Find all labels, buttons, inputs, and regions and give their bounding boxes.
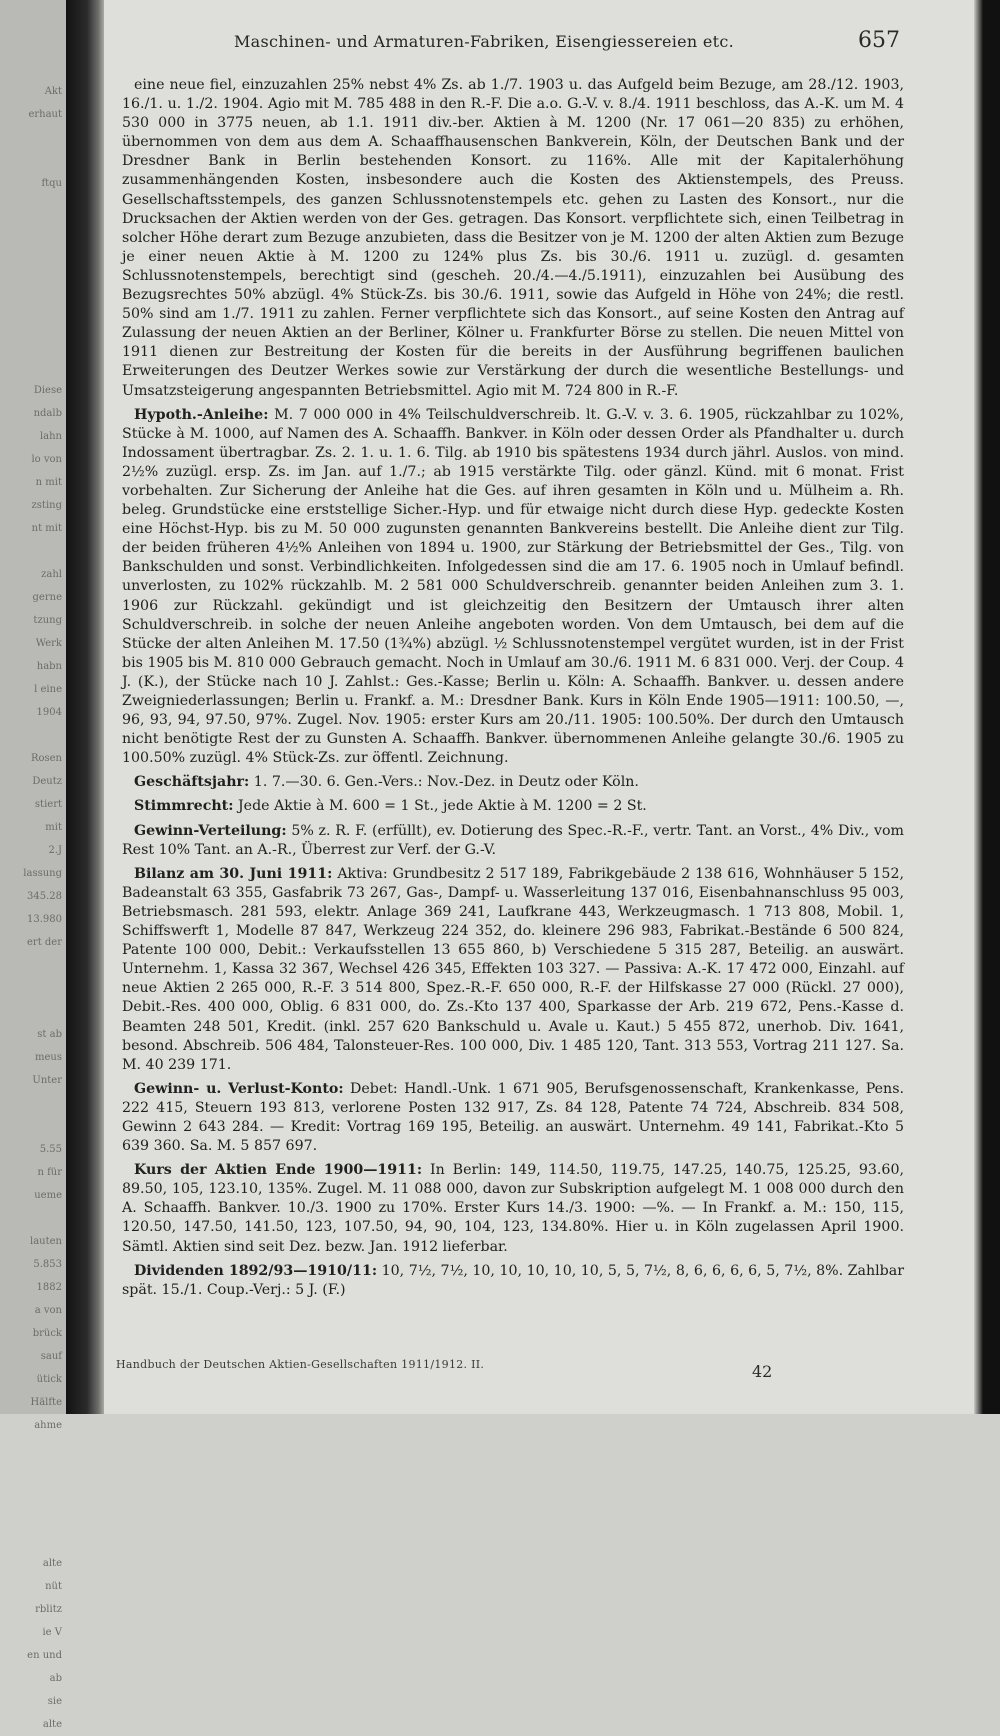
margin-fragment xyxy=(0,149,66,172)
margin-fragment: 13.980 xyxy=(27,914,62,925)
margin-fragment: tzung xyxy=(33,615,62,626)
paragraph-label: Kurs der Aktien Ende 1900—1911: xyxy=(134,1162,423,1179)
margin-fragment: Akt xyxy=(44,86,62,97)
margin-fragment xyxy=(0,1207,66,1230)
margin-fragment xyxy=(0,1000,66,1023)
margin-fragment: 345.28 xyxy=(27,891,62,902)
page-footer: Handbuch der Deutschen Aktien-Gesellschaften 1911/1912. II. xyxy=(116,1358,485,1371)
margin-fragment: a von xyxy=(34,1305,62,1316)
paragraph-dividends xyxy=(122,1262,904,1300)
margin-fragment: st ab xyxy=(37,1029,62,1040)
previous-page-margin xyxy=(0,80,66,1730)
paragraph-text: In Berlin: 149, 114.50, 119.75, 147.25, 140.75, 125.25, 93.60, 89.50, 105, 123.10, 135%. Zugel. M. 11 088 000, davon zur Subskription aufgelegt M. 1 008 000 durch den A. Schaaffh. Bankver. 10./3. 1900 zu 170%. Erster Kurs 14./3. 1900: —%. — In Frankf. a. M.: 150, 115, 120.50, 147.50, 141.50, 123, 107.50, 94, 90, 104, 123, 134.80%. Hier u. in Köln zugelassen April 1900. Sämtl. Aktien sind seit Dez. bezw. Jan. 1912 lieferbar. xyxy=(122,1162,904,1255)
paragraph-label: Gewinn- u. Verlust-Konto: xyxy=(134,1080,344,1097)
margin-fragment: 5.853 xyxy=(33,1259,62,1270)
margin-fragment: ueme xyxy=(34,1190,62,1201)
margin-fragment: alte xyxy=(42,1558,62,1569)
paragraph-text: 5% z. R. F. (erfüllt), ev. Dotierung des Spec.-R.-F., vertr. Tant. an Vorst., 4% Div., vom Rest 10% Tant. an A.-R., Überrest zur Verf. der G.-V. xyxy=(122,822,904,858)
margin-fragment xyxy=(0,241,66,264)
margin-fragment xyxy=(0,977,66,1000)
margin-fragment: 1882 xyxy=(36,1282,62,1293)
book-gutter xyxy=(66,0,104,1414)
paragraph-label: Hypoth.-Anleihe: xyxy=(134,406,269,423)
paragraph-text: M. 7 000 000 in 4% Teilschuldverschreib. lt. G.-V. v. 3. 6. 1905, rückzahlbar zu 102%, Stücke à M. 1000, auf Namen des A. Schaaffh. Bankver. in Köln oder dessen Order als Pfandhalter u. durch Indossament übertragbar. Zs. 2. 1. u. 1. 6. Tilg. ab 1910 bis spätestens 1934 durch jährl. Auslos. von mind. 2½% zuzügl. ersp. Zs. im Jan. auf 1./7.; ab 1915 verstärkte Tilg. oder gänzl. Künd. mit 6 monat. Frist vorbehalten. Zur Sicherung der Anleihe hat die Ges. auf ihren gesamten in Köln und u. Mülheim a. Rh. beleg. Grundstücke eine erststellige Sicher.-Hyp. und für etwaige nicht durch diese Hyp. gedeckte Kosten eine Höchst-Hyp. bis zu M. 50 000 zugunsten genannten Bankvereins bestellt. Die Anleihe dient zur Tilg. der beiden früheren 4½% Anleihen von 1894 u. 1900, zur Stärkung der Betriebsmittel der Ges., Tilg. von Bankschulden und sonst. Verbindlichkeiten. Infolgedessen sind die am 17. 6. 1905 noch in Umlauf befindl. unverlosten, zu 102% rückzahlb. M. 2 581 000 Schuldverschreib. genannter beiden Anleihen zum 3. 1. 1906 zur Rückzahl. gekündigt und ist gleichzeitig den Besitzern der Umtausch ihrer alten Schuldverschreib. in solche der neuen Anleihe angeboten worden. Von dem Umtausch, bei dem auf die Stücke der alten Anleihen M. 17.50 (1¾%) abzügl. ½ Schlussnotenstempel vergütet wurden, ist in der Frist bis 1905 bis M. 810 000 Gebrauch gemacht. Noch in Umlauf am 30./6. 1911 M. 6 831 000. Verj. der Coup. 4 J. (K.), der Stücke nach 10 J. Zahlst.: Ges.-Kasse; Berlin u. Köln: A. Schaaffh. Bankver. u. dessen andere Zweigniederlassungen; Berlin u. Frankf. a. M.: Dresdner Bank. Kurs in Köln Ende 1905—1911: 100.50, —, 96, 93, 94, 97.50, 97%. Zugel. Nov. 1905: erster Kurs am 20./11. 1905: 100.50%. Der durch den Umtausch nicht benötigte Rest der zu Gunsten A. Schaaffh. Bankver. übernommenen Anleihe gelangte 30./6. 1905 zu 100.50% zuzügl. 4% Stück-Zs. zur öffentl. Zeichnung. xyxy=(122,406,905,767)
paragraph-profit-distribution xyxy=(122,822,904,860)
margin-fragment xyxy=(0,264,66,287)
margin-fragment: zahl xyxy=(41,569,62,580)
margin-fragment xyxy=(0,333,66,356)
paragraph-text: eine neue fiel, einzuzahlen 25% nebst 4% Zs. ab 1./7. 1903 u. das Aufgeld beim Bezuge, am 28./12. 1903, 16./1. u. 1./2. 1904. Agio mit M. 785 488 in den R.-F. Die a.o. G.-V. v. 8./4. 1911 beschloss, das A.-K. um M. 4 530 000 in 3775 neuen, ab 1.1. 1911 div.-ber. Aktien à M. 1200 (Nr. 17 061—20 835) zu erhöhen, übernommen von dem aus dem A. Schaaffhausenschen Bankverein, Köln, der Deutschen Bank und der Dresdner Bank in Berlin bestehenden Konsort. zu 116%. Alle mit der Kapitalerhöhung zusammenhängenden Kosten, insbesondere auch die Kosten des Aktienstempels, des Preuss. Gesellschaftsstempels, des ganzen Schlussnotenstempels etc. gehen zu Lasten des Konsort., nur die Drucksachen der Aktien werden von der Ges. getragen. Das Konsort. verpflichtete sich, einen Teilbetrag in solcher Höhe derart zum Bezuge anzubieten, dass die Besitzer von je M. 1200 der alten Aktien zum Bezuge je einer neuen Aktie à M. 1200 zu 124% plus Zs. bis 30./6. 1911 u. zuzügl. d. gesamten Schlussnotenstempels, berechtigt sind (gescheh. 20./4.—4./5.1911), einzuzahlen bei Ausübung des Bezugsrechtes 50% abzügl. 4% Stück-Zs. bis 30./6. 1911, sowie das Aufgeld in Höhe von 24%; die restl. 50% sind am 1./7. 1911 zu zahlen. Ferner verpflichtete sich das Konsort., auf seine Kosten den Antrag auf Zulassung der neuen Aktien an der Berliner, Kölner u. Frankfurter Börse zu stellen. Die neuen Mittel von 1911 dienen zur Bestreitung der Kosten für die bereits in der Ausführung begriffenen baulichen Erweiterungen des Deutzer Werkes sowie zur Verstärkung der durch die wesentliche Bestellungs- und Umsatzsteigerung angespannten Betriebsmittel. Agio mit M. 724 800 in R.-F. xyxy=(122,77,904,399)
book-page xyxy=(104,0,974,1414)
margin-fragment xyxy=(0,724,66,747)
margin-fragment xyxy=(0,1529,66,1552)
scan-right-edge xyxy=(974,0,1000,1414)
margin-fragment: nüt xyxy=(45,1581,62,1592)
paragraph-text: 10, 7½, 7½, 10, 10, 10, 10, 10, 5, 5, 7½, 8, 6, 6, 6, 6, 5, 7½, 8%. Zahlbar spät. 15./1. Coup.-Verj.: 5 J. (F.) xyxy=(122,1262,904,1298)
page-body xyxy=(122,76,904,1305)
margin-fragment xyxy=(0,1115,66,1138)
margin-fragment: 2.J xyxy=(48,845,62,856)
margin-fragment xyxy=(0,1483,66,1506)
margin-fragment xyxy=(0,218,66,241)
margin-fragment: sie xyxy=(47,1696,62,1707)
margin-fragment: ütick xyxy=(36,1374,62,1385)
margin-fragment: gerne xyxy=(32,592,62,603)
paragraph-voting-right xyxy=(122,797,904,816)
margin-fragment: n für xyxy=(37,1167,62,1178)
margin-fragment: alte xyxy=(42,1719,62,1730)
margin-fragment: lassung xyxy=(23,868,62,879)
margin-fragment: n mit xyxy=(35,477,62,488)
margin-fragment: en und xyxy=(27,1650,62,1661)
margin-fragment: ab xyxy=(49,1673,62,1684)
paragraph-text: Aktiva: Grundbesitz 2 517 189, Fabrikgebäude 2 138 616, Wohnhäuser 5 152, Badeanstalt 63 355, Gasfabrik 73 267, Gas-, Dampf- u. Wasserleitung 137 016, Eisenbahnanschluss 95 003, Betriebsmasch. 281 593, elektr. Anlage 369 241, Laufkrane 443, Werkzeugmasch. 1 713 808, Mobil. 1, Schiffswerft 1, Modelle 87 847, Werkzeug 224 352, do. kleinere 296 983, Fabrikat.-Bestände 6 500 824, Patente 100 000, Debit.: Verkaufsstellen 13 655 860, b) Verschiedene 5 315 287, Beteilig. an auswärt. Unternehm. 1, Kassa 32 367, Wechsel 426 345, Effekten 103 327. — Passiva: A.-K. 17 472 000, Einzahl. auf neue Aktien 2 265 000, R.-F. 3 514 800, Spez.-R.-F. 650 000, R.-F. der Hilfskasse 27 000 (Rückl. 27 000), Debit.-Res. 400 000, Oblig. 6 831 000, do. Zs.-Kto 137 400, Sparkasse der Arb. 219 672, Pens.-Kasse d. Beamten 248 501, Kredit. (inkl. 257 620 Bankschuld u. Avale u. Kaut.) 5 455 872, unerhob. Div. 1641, besond. Abschreib. 506 484, Talonsteuer-Res. 100 000, Div. 1 485 120, Tant. 313 553, Vortrag 211 127. Sa. M. 40 239 171. xyxy=(122,865,904,1073)
margin-fragment: ndalb xyxy=(33,408,62,419)
paragraph-label: Bilanz am 30. Juni 1911: xyxy=(134,865,333,882)
margin-fragment: sauf xyxy=(40,1351,62,1362)
running-title: Maschinen- und Armaturen-Fabriken, Eisengiessereien etc. xyxy=(234,32,735,51)
margin-fragment xyxy=(0,954,66,977)
paragraph-capital-increase xyxy=(122,76,904,401)
sheet-number: 42 xyxy=(752,1362,773,1381)
margin-fragment: Deutz xyxy=(32,776,62,787)
paragraph-text: Jede Aktie à M. 600 = 1 St., jede Aktie à M. 1200 = 2 St. xyxy=(237,798,647,815)
margin-fragment xyxy=(0,1437,66,1460)
margin-fragment: Unter xyxy=(32,1075,62,1086)
margin-fragment: lauten xyxy=(30,1236,62,1247)
margin-fragment: brück xyxy=(32,1328,62,1339)
margin-fragment: ftqu xyxy=(41,178,62,189)
paragraph-label: Gewinn-Verteilung: xyxy=(134,822,287,839)
margin-fragment: 1904 xyxy=(36,707,62,718)
margin-fragment: ie V xyxy=(42,1627,62,1638)
margin-fragment: ahme xyxy=(34,1420,62,1431)
paragraph-label: Dividenden 1892/93—1910/11: xyxy=(134,1262,378,1279)
margin-fragment: lahn xyxy=(39,431,62,442)
page-header xyxy=(104,28,974,58)
margin-fragment: l eine xyxy=(34,684,62,695)
margin-fragment: stiert xyxy=(34,799,62,810)
margin-fragment: 5.55 xyxy=(39,1144,62,1155)
margin-fragment xyxy=(0,1460,66,1483)
margin-fragment xyxy=(0,356,66,379)
paragraph-mortgage-loan xyxy=(122,406,904,769)
margin-fragment: ert der xyxy=(27,937,62,948)
margin-fragment: lo von xyxy=(31,454,62,465)
page-number: 657 xyxy=(858,28,900,53)
margin-fragment: mit xyxy=(45,822,62,833)
margin-fragment: meus xyxy=(35,1052,62,1063)
margin-fragment: Diese xyxy=(33,385,62,396)
paragraph-fiscal-year xyxy=(122,773,904,792)
margin-fragment xyxy=(0,1092,66,1115)
margin-fragment: habn xyxy=(36,661,62,672)
margin-fragment xyxy=(0,195,66,218)
paragraph-label: Geschäftsjahr: xyxy=(134,774,250,791)
paragraph-profit-loss xyxy=(122,1080,904,1156)
paragraph-label: Stimmrecht: xyxy=(134,798,234,815)
paragraph-balance-sheet xyxy=(122,865,904,1075)
margin-fragment: Rosen xyxy=(30,753,62,764)
margin-fragment xyxy=(0,126,66,149)
margin-fragment: erhaut xyxy=(28,109,62,120)
margin-fragment xyxy=(0,287,66,310)
margin-fragment: Hälfte xyxy=(30,1397,62,1408)
paragraph-text: Debet: Handl.-Unk. 1 671 905, Berufsgenossenschaft, Krankenkasse, Pens. 222 415, Steuern 193 813, verlorene Posten 132 917, Zs. 84 128, Patente 74 724, Abschreib. 834 508, Gewinn 2 643 284. — Kredit: Vortrag 169 195, Beteilig. an auswärt. Unternehm. 49 141, Fabrikat.-Kto 5 639 360. Sa. M. 5 857 697. xyxy=(122,1080,904,1155)
margin-fragment xyxy=(0,1506,66,1529)
paragraph-text: 1. 7.—30. 6. Gen.-Vers.: Nov.-Dez. in Deutz oder Köln. xyxy=(253,774,639,791)
margin-fragment xyxy=(0,310,66,333)
margin-fragment: Werk xyxy=(35,638,62,649)
margin-fragment xyxy=(0,540,66,563)
margin-fragment: nt mit xyxy=(31,523,62,534)
paragraph-share-prices xyxy=(122,1161,904,1256)
margin-fragment: rblitz xyxy=(35,1604,62,1615)
margin-fragment: zsting xyxy=(31,500,62,511)
